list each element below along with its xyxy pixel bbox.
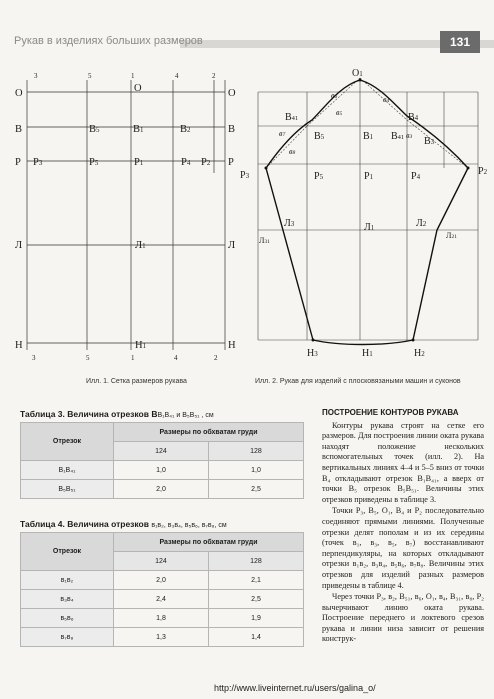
table-3-size-124: 124 [114,442,209,461]
table-4-cell: 2,1 [208,571,303,590]
fig2-label-h2: Н2 [414,348,425,359]
fig2-label-b41-right: В41 [391,131,405,142]
figure-1-caption: Илл. 1. Сетка размеров рукава [86,378,187,385]
paragraph-2: Точки Р₃, В₅, О₁, В₄ и Р₂ последовательно соединяют прямыми линиями. Полученные отрезки делят пополам и из их середины (точек в₁, в₃, в₅, в₇) восстанавливают перпендикуляры, на которых откладывают отрезки в₁в₂, в₃в₄, в₅в₆, в₇в₈. Величины этих отрезков для изделий разных размеров приведены в таблице 4. [322,506,484,590]
table-3-cell: 2,5 [208,480,303,499]
figure-2-sleeve [0,58,494,368]
fig2-label-b3: В3 [424,136,435,147]
label-l1: Л1 [135,240,146,251]
fig2-label-b4: В4 [408,112,419,123]
table-3-seg: В₁В₄₁ [21,461,114,480]
table-4-size-128: 128 [208,552,303,571]
label-o1: О [134,83,142,94]
table-row [21,590,304,609]
bottom-num-2: 2 [214,354,218,362]
fig2-label-h1: Н1 [362,348,373,359]
fig2-label-l2: Л2 [416,218,427,229]
table-row [21,461,304,480]
fig2-label-v6: в6 [331,91,338,100]
paragraph-1: Контуры рукава строят на сетке его размеров. Для построения линии оката рукава находят положение нескольких вспомогательных точек (илл. 2). На вертикальных линиях 4–4 и 5–5 вниз от точки В₄ откладывают отрезок В₁В₄₁, а вверх от точки В₅ отрезок В₅В₅₁. Величины этих отрезков приведены в таблице 3. [322,420,484,504]
table-4-col-sizes: Размеры по обхватам груди [114,533,304,552]
table-3-title-rest: В₁В₄₁ и В₅В₅₁ , см [157,412,214,419]
fig2-label-o1: О1 [352,68,363,79]
label-b2: В2 [180,124,191,135]
label-h1: Н1 [135,340,147,351]
table-4-cell: 1,8 [114,609,209,628]
table-4-cell: 2,5 [208,590,303,609]
label-b1: В1 [133,124,144,135]
table-3-col-segment: Отрезок [21,423,114,461]
label-p-right: Р [228,157,234,168]
fig2-label-l1: Л1 [364,222,375,233]
label-p-left: Р [15,157,21,168]
table-row [21,571,304,590]
label-h-left: Н [15,340,23,351]
label-o-right: О [228,88,236,99]
top-num-3: 3 [34,72,38,80]
section-heading: ПОСТРОЕНИЕ КОНТУРОВ РУКАВА [322,408,459,417]
label-b5: В5 [89,124,100,135]
label-l-right: Л [228,240,236,251]
figure-2-caption: Илл. 2. Рукав для изделий с плосковязаными машин и суконов [255,378,461,385]
label-l-left: Л [15,240,23,251]
table-4-seg: в₁в₂ [21,571,114,590]
table-4 [20,532,304,647]
fig2-label-p2: Р2 [478,166,488,177]
table-3-seg: В₅В₅₁ [21,480,114,499]
table-4-size-124: 124 [114,552,209,571]
top-num-1: 1 [131,72,135,80]
label-h-right: Н [228,340,236,351]
fig2-label-l3: Л3 [284,218,295,229]
table-4-title-rest: в₁в₂, в₃в₄, в₅в₆, в₇в₈, см [151,522,227,529]
fig2-label-b1: В1 [363,131,374,142]
page-header [0,30,494,56]
fig2-label-v5: в5 [336,108,343,117]
table-4-cell: 1,4 [208,628,303,647]
table-3-title [20,409,214,419]
top-num-5: 5 [88,72,92,80]
label-p5: Р5 [89,157,99,168]
header-title: Рукав в изделиях больших размеров [14,35,203,47]
table-3-cell: 1,0 [114,461,209,480]
fig2-label-v7: в7 [279,129,286,138]
fig2-label-l31: Л31 [259,236,270,245]
bottom-num-1: 1 [131,354,135,362]
bottom-num-3: 3 [32,354,36,362]
table-4-cell: 2,0 [114,571,209,590]
bottom-num-4: 4 [174,354,178,362]
label-p2: Р2 [201,157,211,168]
page-number: 131 [440,31,480,53]
paragraph-3: Через точки Р₃, в₂, В₅₁, в₆, О₁, в₄, В₃₁, в₈, Р₂ вычерчивают линию оката рукава. Построение переднего и локтевого срезов рукава и линии низа зависит от решения конструк- [322,592,484,644]
table-4-title-main: Таблица 4. Величина отрезков [20,519,149,529]
table-4-cell: 1,3 [114,628,209,647]
table-4-seg: в₇в₈ [21,628,114,647]
table-3-title-main: Таблица 3. Величина отрезков В [20,409,158,419]
fig2-label-l21: Л21 [446,231,457,240]
fig2-label-p5: Р5 [314,171,324,182]
table-4-seg: в₃в₄ [21,590,114,609]
bottom-num-5: 5 [86,354,90,362]
fig2-label-v3: в3 [406,131,413,140]
table-3-col-sizes: Размеры по обхватам груди [114,423,304,442]
fig2-label-p4: Р4 [411,171,421,182]
label-b-right: В [228,124,236,135]
top-num-4: 4 [175,72,179,80]
table-3-cell: 2,0 [114,480,209,499]
fig2-label-h3: Н3 [307,348,318,359]
table-4-seg: в₅в₆ [21,609,114,628]
table-4-cell: 1,9 [208,609,303,628]
table-4-cell: 2,4 [114,590,209,609]
label-b-left: В [15,124,23,135]
construction-text [322,408,484,646]
fig2-label-v4: в4 [383,95,390,104]
table-4-title [20,519,227,529]
label-p4: Р4 [181,157,191,168]
fig2-label-p1: Р1 [364,171,374,182]
fig2-label-b5: В5 [314,131,325,142]
fig2-label-b41: В41 [285,112,299,123]
table-3-cell: 1,0 [208,461,303,480]
table-row [21,609,304,628]
fig2-label-p3: Р3 [240,170,250,181]
table-4-col-segment: Отрезок [21,533,114,571]
table-row [21,480,304,499]
label-p3: Р3 [33,157,43,168]
label-p1: Р1 [134,157,144,168]
label-o-left: О [15,88,23,99]
fig2-label-v8: в8 [289,147,296,156]
top-num-2: 2 [212,72,216,80]
table-3 [20,422,304,499]
watermark-url: http://www.liveinternet.ru/users/galina_o/ [214,683,376,693]
table-3-size-128: 128 [208,442,303,461]
table-row [21,628,304,647]
